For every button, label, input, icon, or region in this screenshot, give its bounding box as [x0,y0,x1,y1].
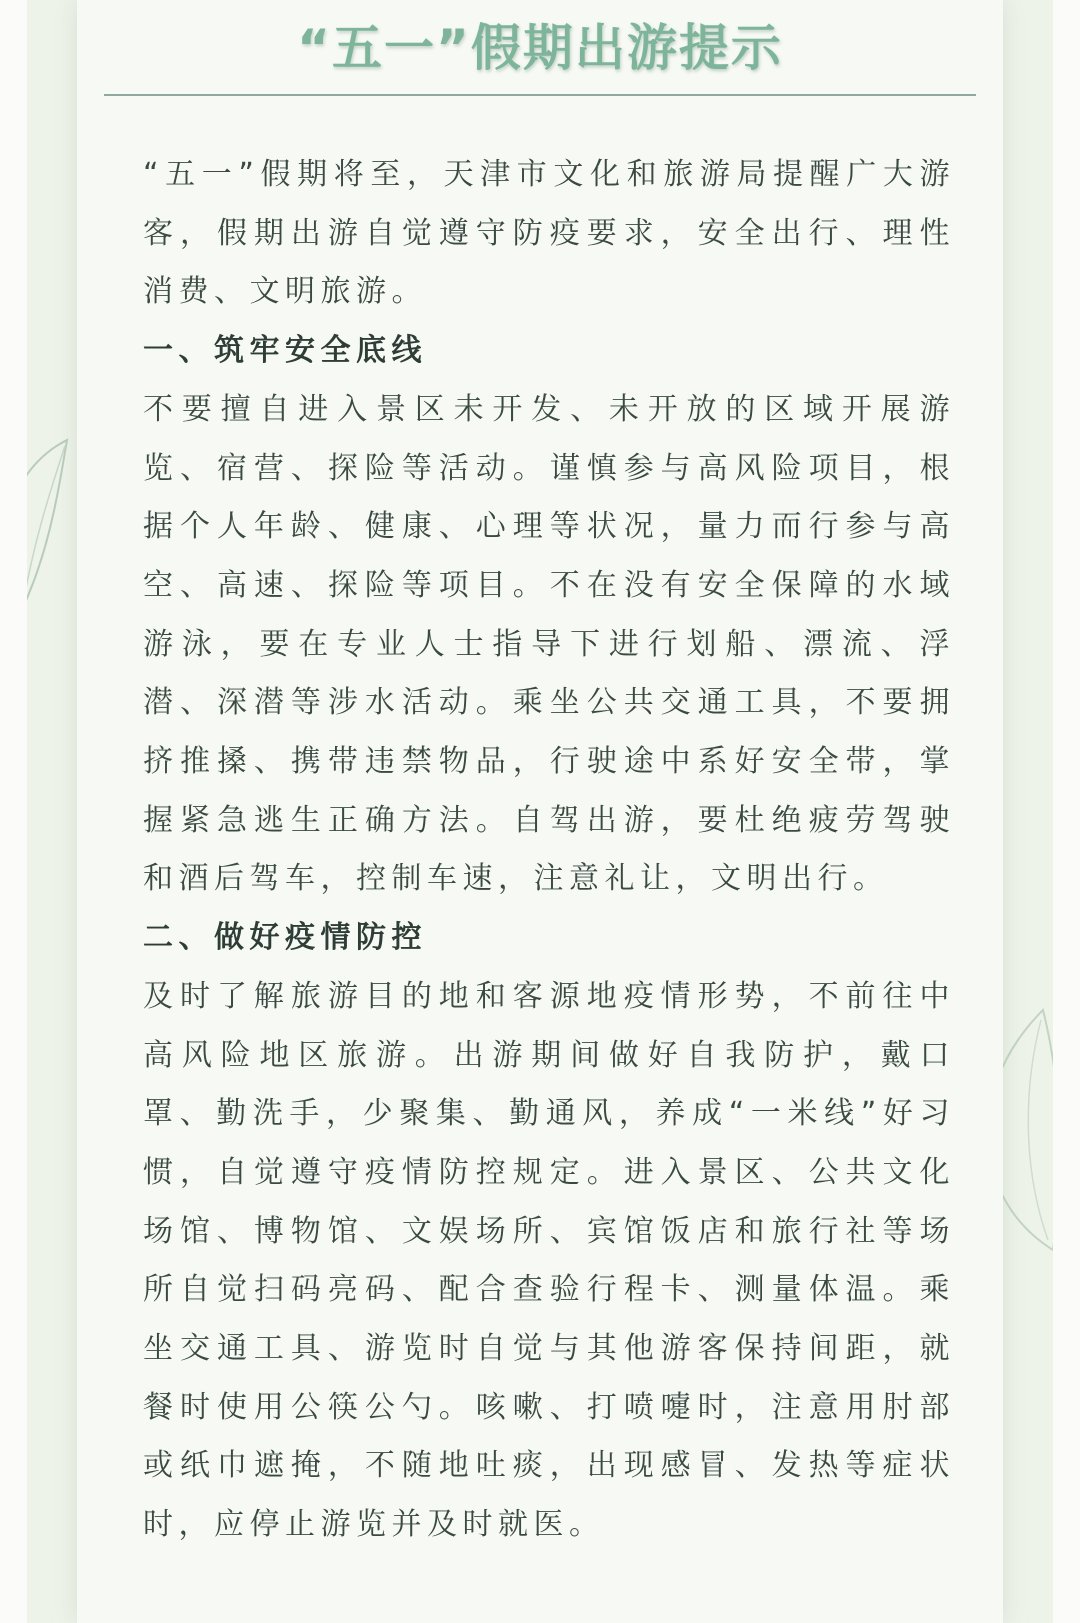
section-heading-safety: 一、筑牢安全底线 [143,333,427,369]
content-panel [77,0,1003,1623]
title-divider [104,94,976,96]
section-body-safety: 不要擅自进入景区未开发、未开放的区域开展游览、宿营、探险等活动。谨慎参与高风险项目，根据个人年龄、健康、心理等状况，量力而行参与高空、高速、探险等项目。不在没有安全保障的水域游泳，要在专业人士指导下进行划船、漂流、浮潜、深潜等涉水活动。乘坐公共交通工具，不要拥挤推搡、携带违禁物品，行驶途中系好安全带，掌握紧急逃生正确方法。自驾出游，要杜绝疲劳驾驶和酒后驾车，控制车速，注意礼让，文明出行。 [143,391,955,897]
section-heading-epidemic: 二、做好疫情防控 [143,920,427,956]
intro-paragraph: “五一”假期将至，天津市文化和旅游局提醒广大游客，假期出游自觉遵守防疫要求，安全出行、理性消费、文明旅游。 [143,157,955,310]
article-body [143,146,955,1555]
page-background [27,0,1053,1623]
section-body-epidemic: 及时了解旅游目的地和客源地疫情形势，不前往中高风险地区旅游。出游期间做好自我防护，戴口罩、勤洗手，少聚集、勤通风，养成“一米线”好习惯，自觉遵守疫情防控规定。进入景区、公共文化场馆、博物馆、文娱场所、宾馆饭店和旅行社等场所自觉扫码亮码、配合查验行程卡、测量体温。乘坐交通工具、游览时自觉与其他游客保持间距，就餐时使用公筷公勺。咳嗽、打喷嚏时，注意用肘部或纸巾遮掩，不随地吐痰，出现感冒、发热等症状时，应停止游览并及时就医。 [143,978,955,1543]
page-title: “五一”假期出游提示 [297,19,783,77]
